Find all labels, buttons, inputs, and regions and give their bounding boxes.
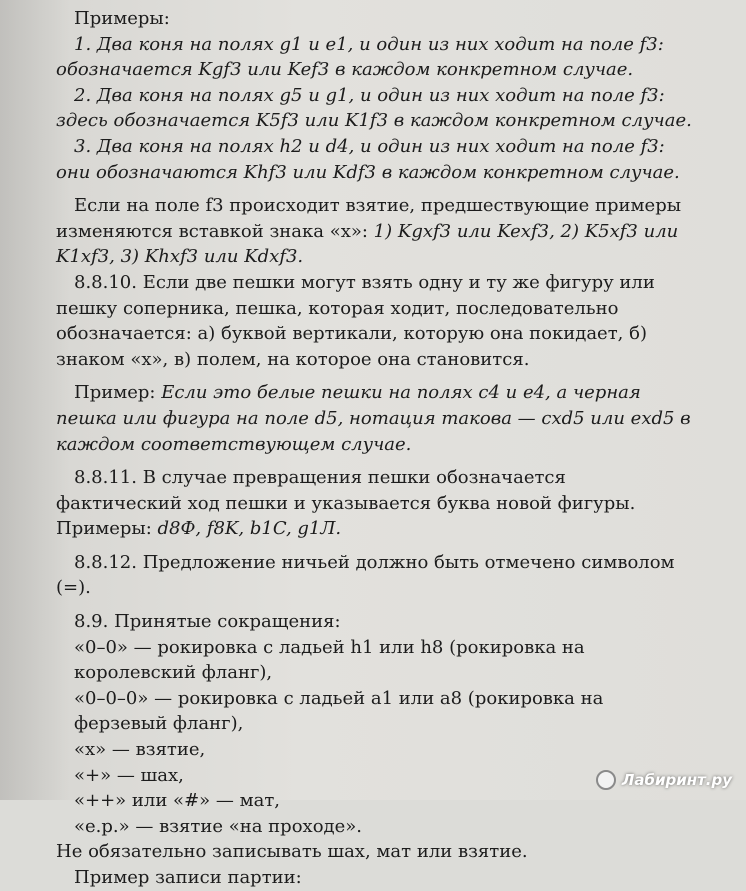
capture-text: Если на поле f3 происходит взятие, предшествующие примеры изменяются вставкой знака «x»:	[56, 195, 682, 242]
rule-8-8-10: 8.8.10. Если две пешки могут взять одну и ту же фигуру или пешку соперника, пешка, которая ходит, последовательно обозначается: а) буквой вертикали, которую она покидает, б) знаком «x», в) полем, на которое она становится.	[56, 271, 655, 370]
example-1: 1. Два коня на полях g1 и e1, и один из них ходит на поле f3: обозначается Kgf3 или Kef3 в каждом конкретном случае.	[56, 33, 664, 81]
pawn-example-label: Пример:	[74, 382, 162, 404]
example-3: 3. Два коня на полях h2 и d4, и один из них ходит на поле f3: они обозначаются Khf3 или Kdf3 в каждом конкретном случае.	[56, 135, 680, 183]
capture-paragraph	[56, 193, 696, 270]
abbreviation-item: «x» — взятие,	[74, 739, 206, 761]
pawn-example-text: Если это белые пешки на полях c4 и e4, а черная пешка или фигура на поле d5, нотация такова — cxd5 или exd5 в каждом соответствующем случае.	[56, 382, 691, 455]
examples-header: Примеры:	[74, 8, 170, 29]
promotion-examples: d8Ф, f8K, b1C, g1Л.	[157, 518, 342, 540]
pawn-example	[56, 380, 696, 457]
abbreviation-item: «0–0» — рокировка с ладьей h1 или h8 (рокировка на королевский фланг),	[74, 636, 585, 684]
rule-8-8-12: 8.8.12. Предложение ничьей должно быть отмечено символом (=).	[56, 551, 675, 599]
example-2: 2. Два коня на полях g5 и g1, и один из них ходит на поле f3: здесь обозначается K5f3 или K1f3 в каждом конкретном случае.	[56, 84, 692, 132]
optional-note: Не обязательно записывать шах, мат или взятие.	[56, 841, 528, 863]
abbreviation-item: «+» — шах,	[74, 764, 184, 786]
capture-examples: 1) Kgxf3 или Kexf3, 2) K5xf3 или K1xf3, 3) Khxf3 или Kdxf3.	[56, 220, 679, 268]
abbreviation-item: «0–0–0» — рокировка с ладьей a1 или a8 (рокировка на ферзевый фланг),	[74, 687, 604, 735]
abbreviation-item: «e.p.» — взятие «на проходе».	[74, 815, 362, 837]
rule-8-8-11-text: 8.8.11. В случае превращения пешки обозначается фактический ход пешки и указывается буква новой фигуры. Примеры:	[56, 467, 636, 540]
rule-8-8-11	[56, 465, 696, 542]
page-text	[56, 6, 696, 891]
abbreviations-list	[56, 635, 696, 840]
abbreviation-item: «++» или «#» — мат,	[74, 790, 281, 812]
watermark-logo	[596, 770, 732, 790]
labirint-logo-icon	[596, 770, 616, 790]
next-section-header: Пример записи партии:	[74, 867, 302, 888]
watermark-text: Лабиринт.ру	[621, 771, 732, 789]
abbreviations-title: 8.9. Принятые сокращения:	[74, 611, 341, 633]
